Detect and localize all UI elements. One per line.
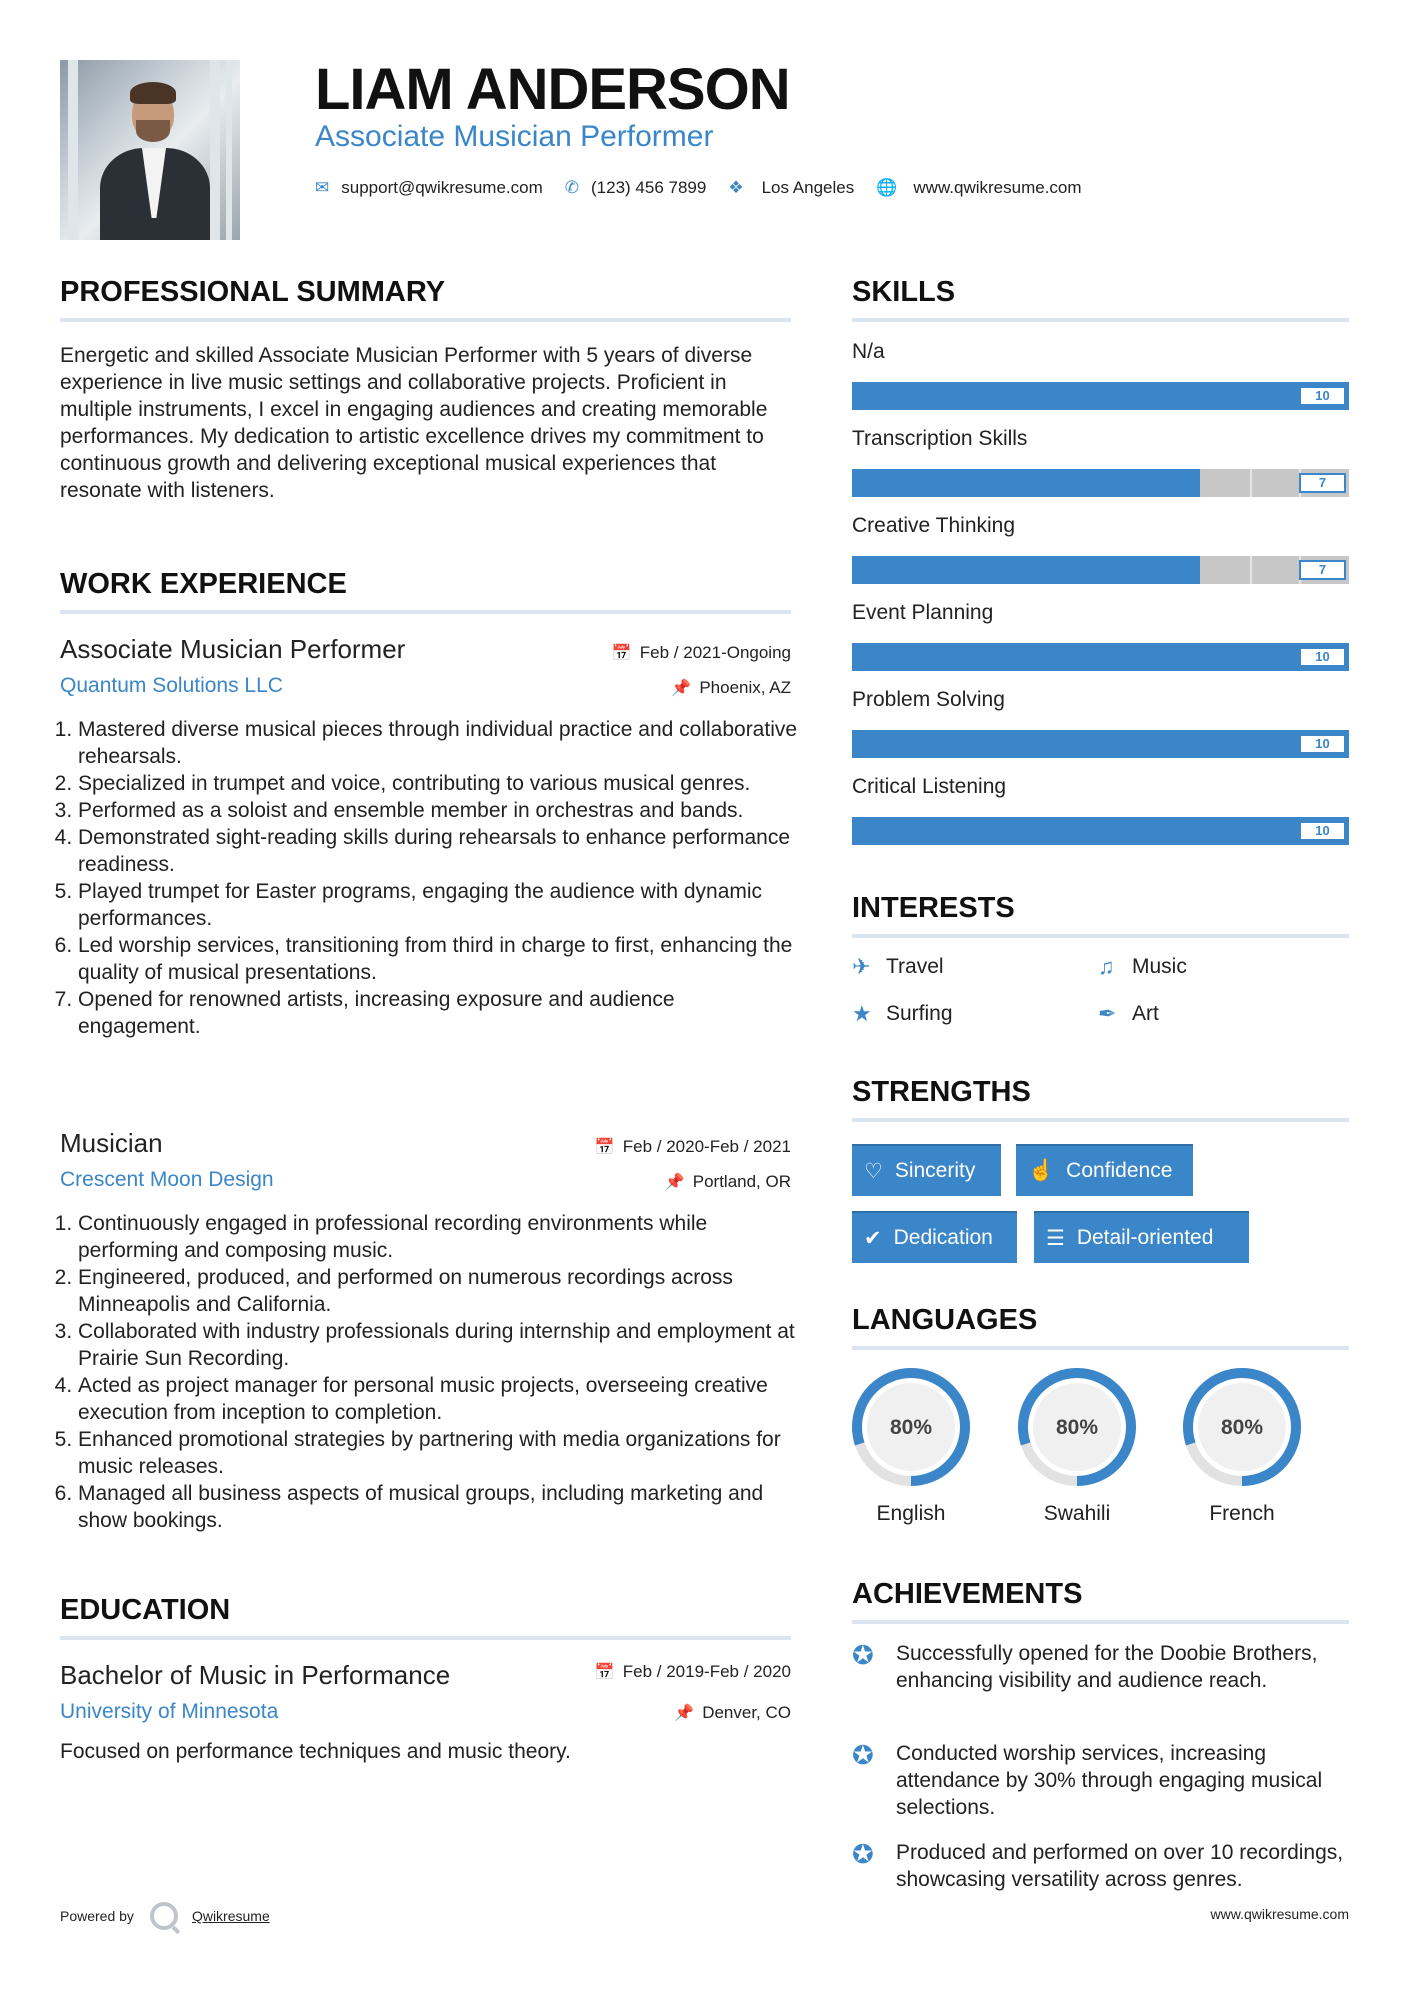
skill-label: Critical Listening [852, 775, 1007, 798]
skill-label: Problem Solving [852, 688, 1005, 711]
job-company: Quantum Solutions LLC [60, 674, 283, 697]
job-location [671, 678, 791, 698]
website-link[interactable]: www.qwikresume.com [913, 178, 1082, 197]
skill-bar [852, 817, 1349, 845]
interest-item [1098, 1001, 1159, 1027]
list-item: 1. Mastered diverse musical pieces through individual practice and collaborative rehearsals. [78, 716, 800, 770]
phone-text: (123) 456 7899 [591, 178, 707, 197]
achievement-item [852, 1640, 1352, 1694]
education-dates [595, 1662, 791, 1682]
skill-bar [852, 556, 1349, 584]
skill-bar-segment [1250, 556, 1252, 584]
job-title: Musician [60, 1128, 163, 1158]
list-item: 3. Collaborated with industry professionals during internship and employment at Prairie Sun Recording. [78, 1318, 800, 1372]
skill-bar-fill [852, 469, 1200, 497]
skill-bar [852, 382, 1349, 410]
skill-bar-fill [852, 817, 1349, 845]
strength-tag [1016, 1144, 1193, 1196]
job-bullets [60, 716, 800, 1040]
strength-tag [852, 1144, 1001, 1196]
language-percent: 80% [1055, 1416, 1099, 1439]
contact-row [315, 178, 1104, 198]
job-company: Crescent Moon Design [60, 1168, 274, 1191]
skill-score: 10 [1299, 386, 1346, 406]
skill-score: 7 [1299, 473, 1346, 493]
phone-icon: ✆ [564, 178, 579, 197]
skill-bar-fill [852, 643, 1349, 671]
interest-label: Art [1132, 1002, 1159, 1025]
heart-icon: ♡ [864, 1159, 883, 1183]
experience-rule [60, 610, 791, 614]
plane-icon: ✈ [852, 954, 871, 979]
skill-label: Event Planning [852, 601, 994, 624]
language-ring [1181, 1366, 1303, 1488]
languages-rule [852, 1346, 1349, 1350]
interest-label: Travel [886, 955, 944, 978]
profile-photo [60, 60, 240, 240]
skill-bar-fill [852, 730, 1349, 758]
skills-rule [852, 318, 1349, 322]
strengths-heading: STRENGTHS [852, 1076, 1031, 1108]
skills-heading: SKILLS [852, 276, 956, 308]
achievement-text: Conducted worship services, increasing attendance by 30% through engaging musical selections. [896, 1742, 1323, 1819]
email-link[interactable]: support@qwikresume.com [341, 178, 543, 197]
calendar-icon: 📅 [594, 1139, 615, 1156]
experience-heading: WORK EXPERIENCE [60, 568, 347, 600]
education-dates-text: Feb / 2019-Feb / 2020 [622, 1662, 791, 1681]
globe-icon: 🌐 [876, 178, 898, 197]
language-percent: 80% [889, 1416, 933, 1439]
job-location [665, 1172, 791, 1192]
location-icon: ❖ [728, 178, 744, 197]
list-item: 6. Managed all business aspects of musical groups, including marketing and show bookings. [78, 1480, 800, 1534]
list-item: 7. Opened for renowned artists, increasing exposure and audience engagement. [78, 986, 800, 1040]
skill-label: N/a [852, 340, 885, 363]
star-icon: ★ [852, 1001, 872, 1026]
job-dates [595, 1137, 791, 1157]
list-item: 2. Engineered, produced, and performed on numerous recordings across Minneapolis and California. [78, 1264, 800, 1318]
strength-label: Sincerity [894, 1159, 976, 1182]
strength-tag [1034, 1211, 1249, 1263]
list-item: 6. Led worship services, transitioning from third in charge to first, enhancing the quality of musical presentations. [78, 932, 800, 986]
list-item: 1. Continuously engaged in professional recording environments while performing and composing music. [78, 1210, 800, 1264]
skill-bar [852, 469, 1349, 497]
achievements-heading: ACHIEVEMENTS [852, 1578, 1083, 1610]
skill-score: 10 [1299, 647, 1346, 667]
check-circle-icon: ✔ [864, 1226, 882, 1250]
skill-bar [852, 730, 1349, 758]
qwikresume-logo-icon [150, 1902, 178, 1930]
education-rule [60, 1636, 791, 1640]
skill-label: Transcription Skills [852, 427, 1028, 450]
language-ring [850, 1366, 972, 1488]
interest-item [1098, 954, 1187, 980]
skill-bar-segment [1250, 469, 1252, 497]
education-heading: EDUCATION [60, 1594, 231, 1626]
language-label: English [876, 1502, 946, 1525]
job-dates-text: Feb / 2020-Feb / 2021 [622, 1137, 791, 1156]
language-label: French [1209, 1502, 1275, 1525]
language-percent: 80% [1220, 1416, 1264, 1439]
achievement-item [852, 1740, 1352, 1821]
pin-icon: 📌 [664, 1174, 685, 1191]
job-location-text: Phoenix, AZ [699, 678, 791, 697]
education-location-text: Denver, CO [702, 1703, 791, 1722]
interest-item [852, 1001, 953, 1027]
languages-heading: LANGUAGES [852, 1304, 1038, 1336]
footer-powered [60, 1902, 270, 1930]
candidate-title: Associate Musician Performer [315, 120, 714, 153]
list-item: 4. Acted as project manager for personal music projects, overseeing creative execution from inception to completion. [78, 1372, 800, 1426]
language-ring-svg [850, 1366, 972, 1488]
language-label: Swahili [1043, 1502, 1111, 1525]
language-ring-svg [1181, 1366, 1303, 1488]
strength-label: Confidence [1066, 1159, 1173, 1182]
school-name: University of Minnesota [60, 1700, 279, 1723]
interest-label: Surfing [886, 1002, 953, 1025]
strength-tag [852, 1211, 1017, 1263]
candidate-name: LIAM ANDERSON [315, 57, 790, 122]
calendar-icon: 📅 [594, 1664, 615, 1681]
job-title: Associate Musician Performer [60, 634, 406, 664]
achievement-text: Produced and performed on over 10 recordings, showcasing versatility across genres. [896, 1841, 1344, 1891]
shooting-star-icon: ✪ [852, 1640, 874, 1670]
powered-by-text: Powered by [60, 1908, 134, 1924]
brand-link[interactable]: Qwikresume [191, 1908, 270, 1924]
list-item: 3. Performed as a soloist and ensemble member in orchestras and bands. [78, 797, 800, 824]
skill-bar-fill [852, 556, 1200, 584]
location-text: Los Angeles [761, 178, 855, 197]
summary-heading: PROFESSIONAL SUMMARY [60, 276, 446, 308]
brush-icon: ✒ [1098, 1001, 1117, 1026]
calendar-icon: 📅 [611, 645, 632, 662]
pin-icon: 📌 [674, 1705, 695, 1722]
skill-bar [852, 643, 1349, 671]
interest-label: Music [1132, 955, 1187, 978]
list-icon: ☰ [1046, 1226, 1065, 1250]
pin-icon: 📌 [671, 680, 692, 697]
interest-item [852, 954, 944, 980]
email-icon: ✉ [315, 178, 330, 197]
summary-text: Energetic and skilled Associate Musician Performer with 5 years of diverse experience in live music settings and collaborative projects. Proficient in multiple instruments, I excel in engaging audiences and creating memorable performances. My dedication to artistic excellence drives my commitment to continuous growth and delivering exceptional musical experiences that resonate with listeners. [60, 344, 768, 502]
education-location [674, 1703, 791, 1723]
skill-score: 7 [1299, 560, 1346, 580]
list-item: 5. Enhanced promotional strategies by partnering with media organizations for music releases. [78, 1426, 800, 1480]
achievement-text: Successfully opened for the Doobie Brothers, enhancing visibility and audience reach. [896, 1642, 1318, 1692]
skill-bar-fill [852, 382, 1349, 410]
achievements-rule [852, 1620, 1349, 1624]
achievement-item [852, 1839, 1352, 1893]
list-item: 2. Specialized in trumpet and voice, contributing to various musical genres. [78, 770, 800, 797]
education-description: Focused on performance techniques and music theory. [60, 1740, 571, 1763]
skill-score: 10 [1299, 821, 1346, 841]
job-bullets [60, 1210, 800, 1534]
thumbs-up-icon: ☝ [1028, 1159, 1055, 1182]
interests-heading: INTERESTS [852, 892, 1015, 924]
degree-title: Bachelor of Music in Performance [60, 1660, 451, 1690]
shooting-star-icon: ✪ [852, 1839, 874, 1869]
language-ring-svg [1016, 1366, 1138, 1488]
language-ring [1016, 1366, 1138, 1488]
job-location-text: Portland, OR [692, 1172, 791, 1191]
job-dates [612, 643, 791, 663]
interests-rule [852, 934, 1349, 938]
list-item: 4. Demonstrated sight-reading skills during rehearsals to enhance performance readiness. [78, 824, 800, 878]
strength-label: Detail-oriented [1076, 1226, 1214, 1249]
footer-site[interactable]: www.qwikresume.com [1210, 1906, 1349, 1922]
list-item: 5. Played trumpet for Easter programs, engaging the audience with dynamic performances. [78, 878, 800, 932]
strengths-rule [852, 1118, 1349, 1122]
job-dates-text: Feb / 2021-Ongoing [639, 643, 791, 662]
shooting-star-icon: ✪ [852, 1740, 874, 1770]
skill-score: 10 [1299, 734, 1346, 754]
music-icon: ♫ [1098, 954, 1115, 979]
summary-rule [60, 318, 791, 322]
strength-label: Dedication [893, 1226, 993, 1249]
skill-label: Creative Thinking [852, 514, 1016, 537]
